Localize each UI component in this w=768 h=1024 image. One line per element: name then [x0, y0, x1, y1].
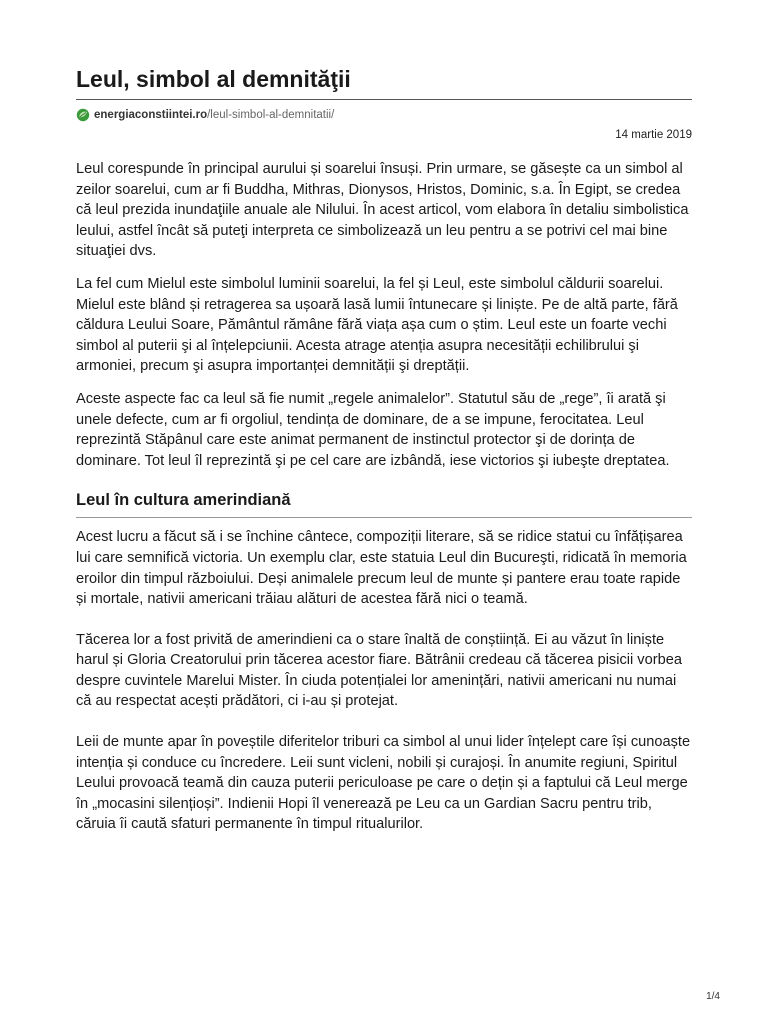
- page-number: 1/4: [706, 991, 720, 1002]
- source-line: [76, 107, 692, 123]
- body-paragraph: Acest lucru a făcut să i se închine cântece, compoziții literare, să se ridice statui cu înfățișarea lui care semnifică victoria. Un exemplu clar, este statuia Leul din Bucureşti, ridicată în memoria eroilor din timpul războiului. Deși animalele precum leul de munte și pantere erau toate rapide și mortale, nativii americani trăiau alături de acestea fără nici o teamă.: [76, 529, 687, 608]
- body-paragraph: Tăcerea lor a fost privită de amerindieni ca o stare înaltă de conștiință. Ei au văzut în liniște harul și Gloria Creatorului prin tăcerea acestor fiare. Bătrânii credeau că tăcerea pisicii vorbea despre cuvintele Marelui Mister. În ciuda potențialei lor amenințări, nativii americani nu numai că au respectat acești prădători, ci i-au și protejat.: [76, 631, 682, 710]
- publish-date: 14 martie 2019: [615, 129, 692, 141]
- section-heading: Leul în cultura amerindiană: [76, 491, 291, 510]
- title-divider: [76, 99, 692, 100]
- source-path: /leul-simbol-al-demnitatii/: [207, 109, 335, 121]
- article-title: Leul, simbol al demnităţii: [76, 66, 351, 92]
- document-page: [76, 0, 692, 847]
- leaf-globe-icon: [76, 108, 90, 122]
- source-domain: energiaconstiintei.ro: [94, 109, 208, 121]
- body-paragraph: Aceste aspecte fac ca leul să fie numit „regele animalelor”. Statutul său de „rege”, îi arată şi unele defecte, cum ar fi orgoliul, tendința de dominare, de a se impune, ferocitatea. Leul reprezintă Stăpânul care este animat permanent de instinctul protector şi de dorința de dominare. Tot leul îl reprezintă şi pe cel care are izbândă, iese victorios şi iubeşte dreptatea.: [76, 390, 670, 469]
- body-paragraph: Leul corespunde în principal aurului și soarelui însuși. Prin urmare, se găsește ca un simbol al zeilor soarelui, cum ar fi Buddha, Mithras, Dionysos, Hristos, Dominic, s.a. În Egipt, se credea că leul prezida inundaţiile anuale ale Nilului. În acest articol, vom elabora în detaliu simbolistica leului, astfel încât să puteţi interpreta ce simbolizează un leu pentru a se potrivi cel mai bine situaţiei dvs.: [76, 161, 689, 260]
- source-link[interactable]: [94, 109, 334, 121]
- body-paragraph: La fel cum Mielul este simbolul luminii soarelui, la fel și Leul, este simbolul căldurii soarelui. Mielul este blând și retragerea sa ușoară lasă lumii întunecare și liniște. Pe de altă parte, fără căldura Leului Soare, Pământul rămâne fără viața așa cum o știm. Leul este un foarte vechi simbol al puterii şi al înțelepciunii. Acesta atrage atenția asupra necesității echilibrului şi armoniei, precum şi asupra importanței demnității şi dreptății.: [76, 275, 678, 375]
- section-divider: [76, 517, 692, 518]
- body-paragraph: Leii de munte apar în poveștile diferitelor triburi ca simbol al unui lider înțelept care își cunoaște intenția și conduce cu încredere. Leii sunt vicleni, nobili și curajoși. În anumite regiuni, Spiritul Leului provoacă teamă din cauza puterii periculoase pe care o dețin și a faptului că Leul merge în „mocasini silențioși”. Indienii Hopi îl venerează pe Leu ca un Gardian Sacru pentru trib, căruia îi caută sfaturi permanente în timpul ritualurilor.: [76, 734, 691, 833]
